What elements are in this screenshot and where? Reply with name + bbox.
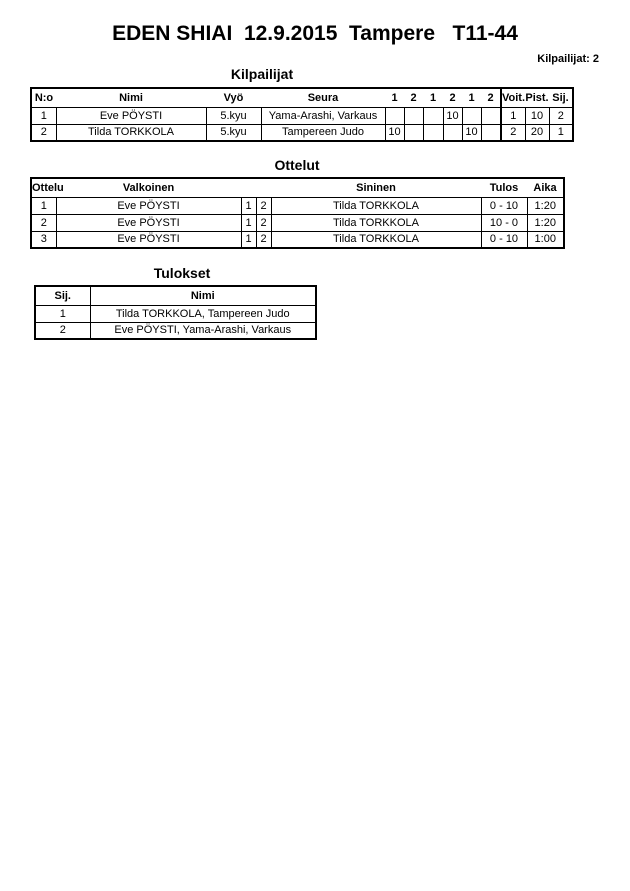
- cell-match-no: 1: [31, 197, 56, 214]
- col-header-voit: Voit.: [501, 88, 525, 107]
- col-header-score-5: 1: [462, 88, 481, 107]
- cell-valkoinen: Eve PÖYSTI: [56, 231, 241, 248]
- cell-sininen: Tilda TORKKOLA: [271, 231, 481, 248]
- kilpailijat-header-row: [31, 88, 573, 107]
- col-header-vyo: Vyö: [206, 88, 261, 107]
- col-header-ottelu: Ottelu: [31, 178, 56, 197]
- cell-aika: 1:20: [527, 197, 564, 214]
- cell-score: [385, 107, 404, 124]
- table-row: [31, 107, 573, 124]
- table-row: [31, 124, 573, 141]
- col-header-pist: Pist.: [525, 88, 549, 107]
- cell-score: [423, 124, 443, 141]
- table-row: [31, 231, 564, 248]
- document-title: EDEN SHIAI 12.9.2015 Tampere T11-44: [112, 22, 518, 45]
- table-row: [31, 214, 564, 231]
- col-header-score-1: 1: [385, 88, 404, 107]
- cell-valkoinen: Eve PÖYSTI: [56, 214, 241, 231]
- cell-score: [404, 107, 423, 124]
- cell-valkoinen-nro: 1: [241, 214, 256, 231]
- cell-sij: 2: [35, 322, 90, 339]
- cell-aika: 1:20: [527, 214, 564, 231]
- cell-sininen: Tilda TORKKOLA: [271, 197, 481, 214]
- cell-valkoinen-nro: 1: [241, 231, 256, 248]
- cell-sij: 2: [549, 107, 573, 124]
- cell-score: [443, 124, 462, 141]
- cell-match-no: 3: [31, 231, 56, 248]
- cell-no: 1: [31, 107, 56, 124]
- cell-seura: Yama-Arashi, Varkaus: [261, 107, 385, 124]
- cell-vyo: 5.kyu: [206, 124, 261, 141]
- cell-seura: Tampereen Judo: [261, 124, 385, 141]
- col-header-aika: Aika: [527, 178, 564, 197]
- col-header-seura: Seura: [261, 88, 385, 107]
- cell-score: [423, 107, 443, 124]
- cell-valkoinen: Eve PÖYSTI: [56, 197, 241, 214]
- col-header-score-3: 1: [423, 88, 443, 107]
- col-header-sij: Sij.: [35, 286, 90, 305]
- cell-score: 10: [385, 124, 404, 141]
- cell-aika: 1:00: [527, 231, 564, 248]
- ottelut-table: [30, 177, 565, 249]
- ottelut-heading: Ottelut: [274, 157, 320, 173]
- col-header-valkoinen: Valkoinen: [56, 178, 241, 197]
- table-row: [31, 197, 564, 214]
- cell-voit: 1: [501, 107, 525, 124]
- competitor-count-label: Kilpailijat: 2: [537, 53, 599, 65]
- tulokset-table: [34, 285, 317, 340]
- col-header-nimi: Nimi: [56, 88, 206, 107]
- cell-pist: 10: [525, 107, 549, 124]
- cell-match-no: 2: [31, 214, 56, 231]
- cell-sininen-nro: 2: [256, 214, 271, 231]
- cell-pist: 20: [525, 124, 549, 141]
- cell-nimi: Tilda TORKKOLA: [56, 124, 206, 141]
- table-row: [35, 305, 316, 322]
- cell-score: [481, 107, 501, 124]
- cell-tulos: 0 - 10: [481, 197, 527, 214]
- cell-sininen-nro: 2: [256, 197, 271, 214]
- col-header-blue-nro: [256, 178, 271, 197]
- col-header-tulos: Tulos: [481, 178, 527, 197]
- cell-nimi: Eve PÖYSTI, Yama-Arashi, Varkaus: [90, 322, 316, 339]
- cell-nimi: Eve PÖYSTI: [56, 107, 206, 124]
- cell-tulos: 10 - 0: [481, 214, 527, 231]
- col-header-no: N:o: [31, 88, 56, 107]
- cell-valkoinen-nro: 1: [241, 197, 256, 214]
- cell-score: 10: [443, 107, 462, 124]
- table-row: [35, 322, 316, 339]
- cell-sininen: Tilda TORKKOLA: [271, 214, 481, 231]
- cell-score: [481, 124, 501, 141]
- col-header-score-4: 2: [443, 88, 462, 107]
- kilpailijat-table: [30, 87, 574, 142]
- cell-sij: 1: [549, 124, 573, 141]
- cell-voit: 2: [501, 124, 525, 141]
- tulokset-heading: Tulokset: [153, 265, 211, 281]
- cell-sij: 1: [35, 305, 90, 322]
- col-header-score-6: 2: [481, 88, 501, 107]
- cell-vyo: 5.kyu: [206, 107, 261, 124]
- cell-tulos: 0 - 10: [481, 231, 527, 248]
- tulokset-header-row: [35, 286, 316, 305]
- cell-score: [404, 124, 423, 141]
- kilpailijat-heading: Kilpailijat: [230, 66, 294, 82]
- col-header-nimi: Nimi: [90, 286, 316, 305]
- col-header-sij: Sij.: [549, 88, 573, 107]
- cell-score: [462, 107, 481, 124]
- cell-sininen-nro: 2: [256, 231, 271, 248]
- ottelut-header-row: [31, 178, 564, 197]
- col-header-score-2: 2: [404, 88, 423, 107]
- cell-no: 2: [31, 124, 56, 141]
- col-header-sininen: Sininen: [271, 178, 481, 197]
- cell-score: 10: [462, 124, 481, 141]
- cell-nimi: Tilda TORKKOLA, Tampereen Judo: [90, 305, 316, 322]
- col-header-white-nro: [241, 178, 256, 197]
